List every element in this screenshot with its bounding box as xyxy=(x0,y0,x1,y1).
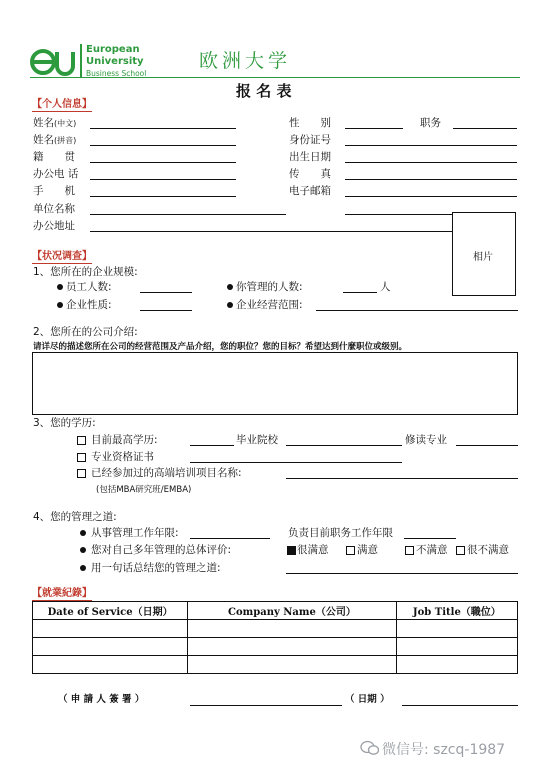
option-unsatisfied: 不满意 xyxy=(416,544,448,556)
field-company-nature[interactable] xyxy=(140,310,192,311)
logo-text-european: European xyxy=(86,44,140,55)
field-office-address[interactable] xyxy=(90,231,452,232)
field-management-summary[interactable] xyxy=(286,573,518,574)
section-personal-info: 【个人信息】 xyxy=(32,99,92,110)
header-divider xyxy=(30,77,520,78)
field-native-place[interactable] xyxy=(90,162,236,163)
col-date-of-service: Date of Service（日期） xyxy=(33,602,188,620)
field-managed-count[interactable] xyxy=(343,292,377,293)
label-mobile: 手 机 xyxy=(33,185,75,197)
label-gender: 性 别 xyxy=(289,117,331,129)
q2-description: 请详尽的描述您所在公司的经营范围及产品介绍，您的职位？您的目标？希望达到什麼职位或级别。 xyxy=(33,342,408,352)
bullet-icon xyxy=(80,565,86,571)
field-office-tel[interactable] xyxy=(90,179,236,180)
label-management-summary: 用一句话总结您的管理之道: xyxy=(91,562,221,574)
field-major[interactable] xyxy=(456,445,518,446)
checkbox-checked-icon[interactable] xyxy=(287,546,296,555)
field-graduated-school[interactable] xyxy=(286,445,402,446)
photo-label: 相片 xyxy=(473,252,493,263)
bullet-icon xyxy=(227,302,233,308)
field-name-pinyin[interactable] xyxy=(90,145,236,146)
field-id-number[interactable] xyxy=(345,145,517,146)
label-name-cn: 姓名(中文) xyxy=(33,117,77,129)
field-position[interactable] xyxy=(453,128,517,129)
bullet-icon xyxy=(57,284,63,290)
checkbox-icon[interactable] xyxy=(346,546,355,555)
label-highest-education: 目前最高学历: xyxy=(91,434,158,446)
field-extra-right[interactable] xyxy=(345,214,452,215)
option-satisfied: 满意 xyxy=(357,544,378,556)
company-intro-box[interactable] xyxy=(32,352,518,415)
table-row xyxy=(33,656,518,674)
training-note: (包括MBA研究班/EMBA) xyxy=(96,485,192,495)
field-name-cn[interactable] xyxy=(90,128,236,129)
label-email: 电子邮箱 xyxy=(289,185,331,197)
label-fax: 传 真 xyxy=(289,168,331,180)
label-management-years: 从事管理工作年限: xyxy=(91,527,179,539)
field-training-programs[interactable] xyxy=(286,478,518,479)
field-mobile[interactable] xyxy=(90,196,236,197)
bullet-icon xyxy=(80,530,86,536)
field-management-years[interactable] xyxy=(190,538,270,539)
form-title: 报 名 表 xyxy=(236,82,292,100)
label-office-tel: 办公电 话 xyxy=(33,168,79,180)
checkbox-icon[interactable] xyxy=(77,436,86,445)
section-survey: 【状况调查】 xyxy=(32,251,92,262)
label-signature-date: （ 日期 ） xyxy=(345,694,390,705)
col-company-name: Company Name（公司） xyxy=(188,602,397,620)
table-row xyxy=(33,620,518,638)
label-name-pinyin: 姓名(拼音) xyxy=(33,134,77,146)
col-job-title: Job Title（職位） xyxy=(396,602,517,620)
wechat-icon xyxy=(360,740,380,760)
eu-logo-mark xyxy=(30,44,82,80)
label-major: 修读专业 xyxy=(405,434,447,446)
watermark-wechat-id: 微信号: szcq-1987 xyxy=(382,742,506,758)
field-employee-count[interactable] xyxy=(140,292,192,293)
label-company: 单位名称 xyxy=(33,203,75,215)
label-employee-count: 员工人数: xyxy=(66,281,112,293)
label-id-number: 身份证号 xyxy=(289,134,331,146)
unit-people: 人 xyxy=(380,281,391,293)
field-business-scope[interactable] xyxy=(316,310,518,311)
label-professional-cert: 专业资格证书 xyxy=(91,451,154,463)
logo-text-university: University xyxy=(86,56,144,67)
employment-table xyxy=(32,601,518,674)
q4-management: 4、您的管理之道: xyxy=(33,511,117,523)
bullet-icon xyxy=(57,302,63,308)
field-current-role-years[interactable] xyxy=(404,538,456,539)
label-current-role-years: 负责目前职务工作年限 xyxy=(288,527,393,539)
label-position: 职务 xyxy=(420,117,441,129)
label-birth-date: 出生日期 xyxy=(289,151,331,163)
checkbox-icon[interactable] xyxy=(405,546,414,555)
school-name-cn: 欧洲大学 xyxy=(199,50,292,72)
option-very-satisfied: 很满意 xyxy=(297,544,329,556)
field-fax[interactable] xyxy=(345,179,517,180)
option-very-unsatisfied: 很不满意 xyxy=(467,544,509,556)
field-email[interactable] xyxy=(345,196,517,197)
logo xyxy=(30,42,160,82)
checkbox-icon[interactable] xyxy=(77,453,86,462)
bullet-icon xyxy=(80,547,86,553)
checkbox-icon[interactable] xyxy=(77,469,86,478)
field-signature-date[interactable] xyxy=(402,705,518,706)
label-applicant-signature: （ 申 請 人 簽 署 ） xyxy=(58,694,145,705)
checkbox-icon[interactable] xyxy=(456,546,465,555)
label-managed-count: 你管理的人数: xyxy=(236,281,303,293)
section-employment-history: 【就業紀錄】 xyxy=(32,588,92,599)
label-graduated-school: 毕业院校 xyxy=(236,434,278,446)
table-row xyxy=(33,638,518,656)
field-applicant-signature[interactable] xyxy=(190,705,342,706)
bullet-icon xyxy=(227,284,233,290)
field-gender[interactable] xyxy=(345,128,403,129)
label-self-evaluation: 您对自己多年管理的总体评价: xyxy=(91,544,232,556)
q1-company-size: 1、您所在的企业规模: xyxy=(33,266,138,278)
logo-text-business-school: Business School xyxy=(86,69,147,78)
q3-education: 3、您的学历: xyxy=(33,417,96,429)
field-birth-date[interactable] xyxy=(345,162,517,163)
q2-company-intro: 2、您所在的公司介绍: xyxy=(33,326,138,338)
label-training-programs: 已经参加过的高端培训项目名称: xyxy=(91,467,242,479)
label-business-scope: 企业经营范围: xyxy=(236,299,303,311)
label-native-place: 籍 贯 xyxy=(33,151,75,163)
field-professional-cert[interactable] xyxy=(190,462,402,463)
label-office-address: 办公地址 xyxy=(33,220,75,232)
label-company-nature: 企业性质: xyxy=(66,299,112,311)
field-company[interactable] xyxy=(90,214,286,215)
field-highest-education[interactable] xyxy=(190,445,234,446)
